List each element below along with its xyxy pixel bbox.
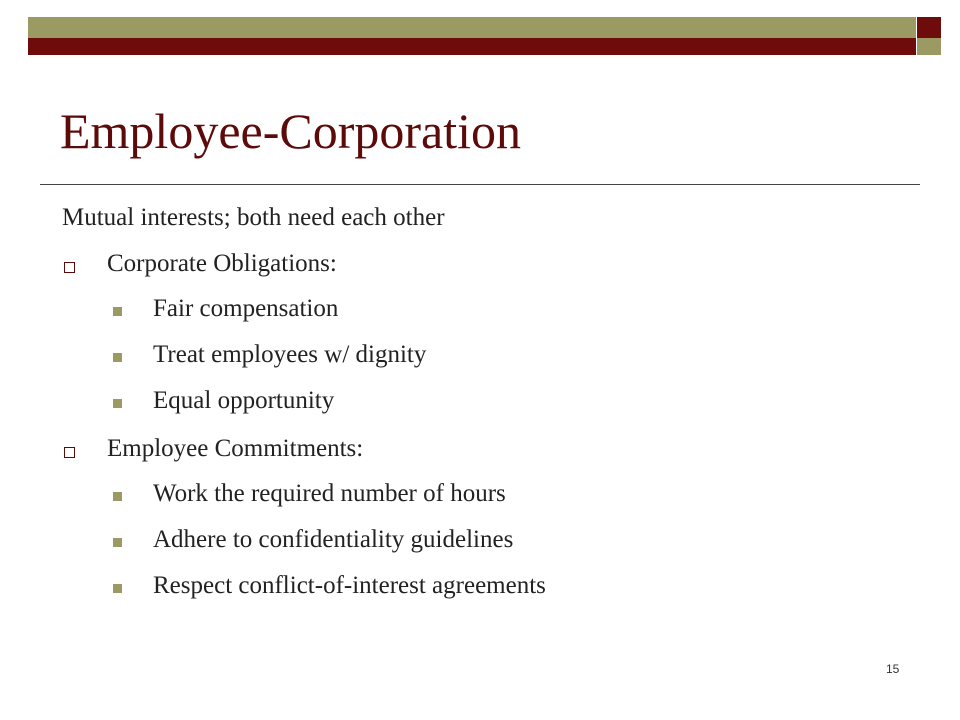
section-heading-commitments: Employee Commitments: [107, 435, 364, 462]
square-bullet-icon [113, 584, 122, 593]
intro-text: Mutual interests; both need each other [62, 204, 445, 231]
maroon-band [28, 38, 916, 55]
title-divider [40, 184, 920, 185]
list-item: Work the required number of hours [153, 480, 506, 507]
list-item: Treat employees w/ dignity [153, 341, 427, 368]
section-heading-obligations: Corporate Obligations: [107, 250, 337, 277]
corner-square-olive [917, 38, 941, 55]
list-item: Equal opportunity [153, 387, 335, 414]
hollow-square-bullet-icon [64, 262, 75, 273]
corner-square-maroon [917, 17, 941, 38]
list-item: Respect conflict-of-interest agreements [153, 572, 546, 599]
slide-title: Employee-Corporation [60, 103, 521, 159]
hollow-square-bullet-icon [64, 447, 75, 458]
square-bullet-icon [113, 492, 122, 501]
list-item: Adhere to confidentiality guidelines [153, 526, 514, 553]
square-bullet-icon [113, 307, 122, 316]
list-item: Fair compensation [153, 295, 339, 322]
square-bullet-icon [113, 538, 122, 547]
olive-band [28, 17, 916, 38]
square-bullet-icon [113, 353, 122, 362]
page-number: 15 [886, 662, 900, 676]
square-bullet-icon [113, 399, 122, 408]
top-decorative-bar [0, 0, 960, 80]
